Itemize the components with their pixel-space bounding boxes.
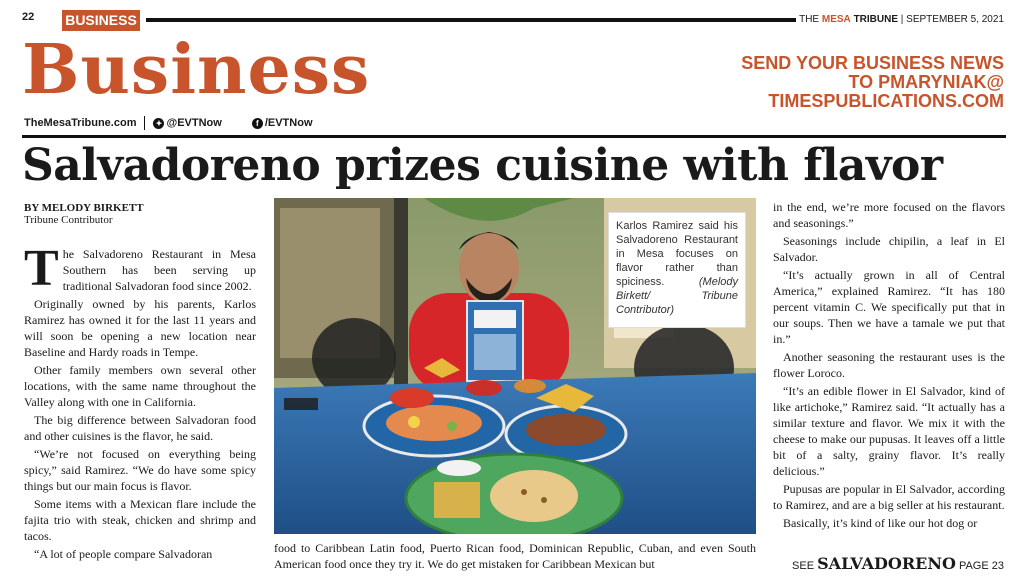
paragraph: “It’s actually grown in all of Central America,” explained Ramirez. “It has 180 percent vitamin C. We specifically put that in our soups. Then we have a tamale we put that in.” xyxy=(773,268,1005,346)
paper-dateline xyxy=(799,14,1004,25)
paragraph: Other family members own several other locations, with the same name throughout the Valley along with one in California. xyxy=(24,363,256,409)
paragraph: The big difference between Salvadoran food and other cuisines is the flavor, he said. xyxy=(24,413,256,443)
paragraph: Seasonings include chipilin, a leaf in El Salvador. xyxy=(773,234,1005,264)
paragraph: The Salvadoreno Restaurant in Mesa Southern has been serving up traditional Salvadoran food since 2002. xyxy=(24,240,256,297)
caption-credit: (Melody Birkett/ Tribune Contributor) xyxy=(616,276,738,316)
twitter-icon: ✦ xyxy=(153,118,164,129)
section-tag: BUSINESS xyxy=(62,10,140,31)
photo-caption xyxy=(608,212,746,328)
social-links xyxy=(24,116,313,130)
issue-date: | SEPTEMBER 5, 2021 xyxy=(900,14,1004,25)
facebook-icon: f xyxy=(252,118,263,129)
byline-credit: Tribune Contributor xyxy=(24,214,113,226)
paragraph: Some items with a Mexican flare include the fajita trio with steak, chicken and shrimp and tacos. xyxy=(24,497,256,543)
jump-page: PAGE 23 xyxy=(958,560,1004,572)
news-promo xyxy=(741,54,1004,111)
paragraph: in the end, we’re more focused on the flavors and seasonings.” xyxy=(773,200,1005,230)
website-link[interactable]: TheMesaTribune.com xyxy=(24,117,137,129)
promo-line: TO PMARYNIAK@ xyxy=(848,72,1004,92)
article-column-3 xyxy=(773,199,1005,533)
paper-tribune: TRIBUNE xyxy=(853,14,899,25)
promo-line: TIMESPUBLICATIONS.COM xyxy=(768,91,1004,111)
paragraph: Another seasoning the restaurant uses is the flower Loroco. xyxy=(773,350,1005,380)
page-number: 22 xyxy=(22,11,35,23)
jump-see: SEE xyxy=(792,560,815,572)
jump-line xyxy=(792,554,1004,573)
section-title: Business xyxy=(22,30,371,110)
jump-keyword: SALVADORENO xyxy=(817,554,956,573)
facebook-link[interactable] xyxy=(252,117,313,129)
article-headline: Salvadoreno prizes cuisine with flavor xyxy=(22,140,943,191)
twitter-link[interactable] xyxy=(153,117,221,129)
paragraph: “It’s an edible flower in El Salvador, kind of like artichoke,” Ramirez said. “It actually has a similar texture and flavor. We mix it with the cheese to make our pupusas. It leaves off a little bit of a salty, grainy flavor. It’s really delicious.” xyxy=(773,384,1005,478)
twitter-handle: @EVTNow xyxy=(166,117,222,129)
paragraph: “A lot of people compare Salvadoran xyxy=(34,547,213,561)
paragraph: “We’re not focused on everything being spicy,” said Ramirez. “We do have some spicy things but our main focus is flavor. xyxy=(24,447,256,493)
header-rule xyxy=(22,135,1006,138)
paper-mesa: MESA xyxy=(821,14,851,25)
divider xyxy=(144,116,145,130)
drop-cap: T xyxy=(24,240,59,297)
paragraph: Basically, it’s kind of like our hot dog or xyxy=(783,516,978,530)
caption-text: Karlos Ramirez said his Salvadoreno Restaurant in Mesa focuses on flavor rather than spiciness. xyxy=(616,220,738,288)
byline: BY MELODY BIRKETT xyxy=(24,202,144,214)
promo-line: SEND YOUR BUSINESS NEWS xyxy=(741,53,1004,73)
paper-the: THE xyxy=(799,14,820,25)
paragraph: Originally owned by his parents, Karlos Ramirez has owned it for the last 11 years and will soon be opening a new location near Baseline and Hardy roads in Tempe. xyxy=(24,297,256,359)
facebook-handle: /EVTNow xyxy=(264,117,313,129)
article-column-1 xyxy=(24,240,256,564)
top-rule xyxy=(146,18,796,22)
paragraph: Pupusas are popular in El Salvador, according to Ramirez, and are a big seller at his restaurant. xyxy=(773,482,1005,512)
article-wide-text: food to Caribbean Latin food, Puerto Rican food, Dominican Republic, Cuban, and even South American food once they try it. We do get mistaken for Caribbean Mexican but xyxy=(274,541,756,571)
